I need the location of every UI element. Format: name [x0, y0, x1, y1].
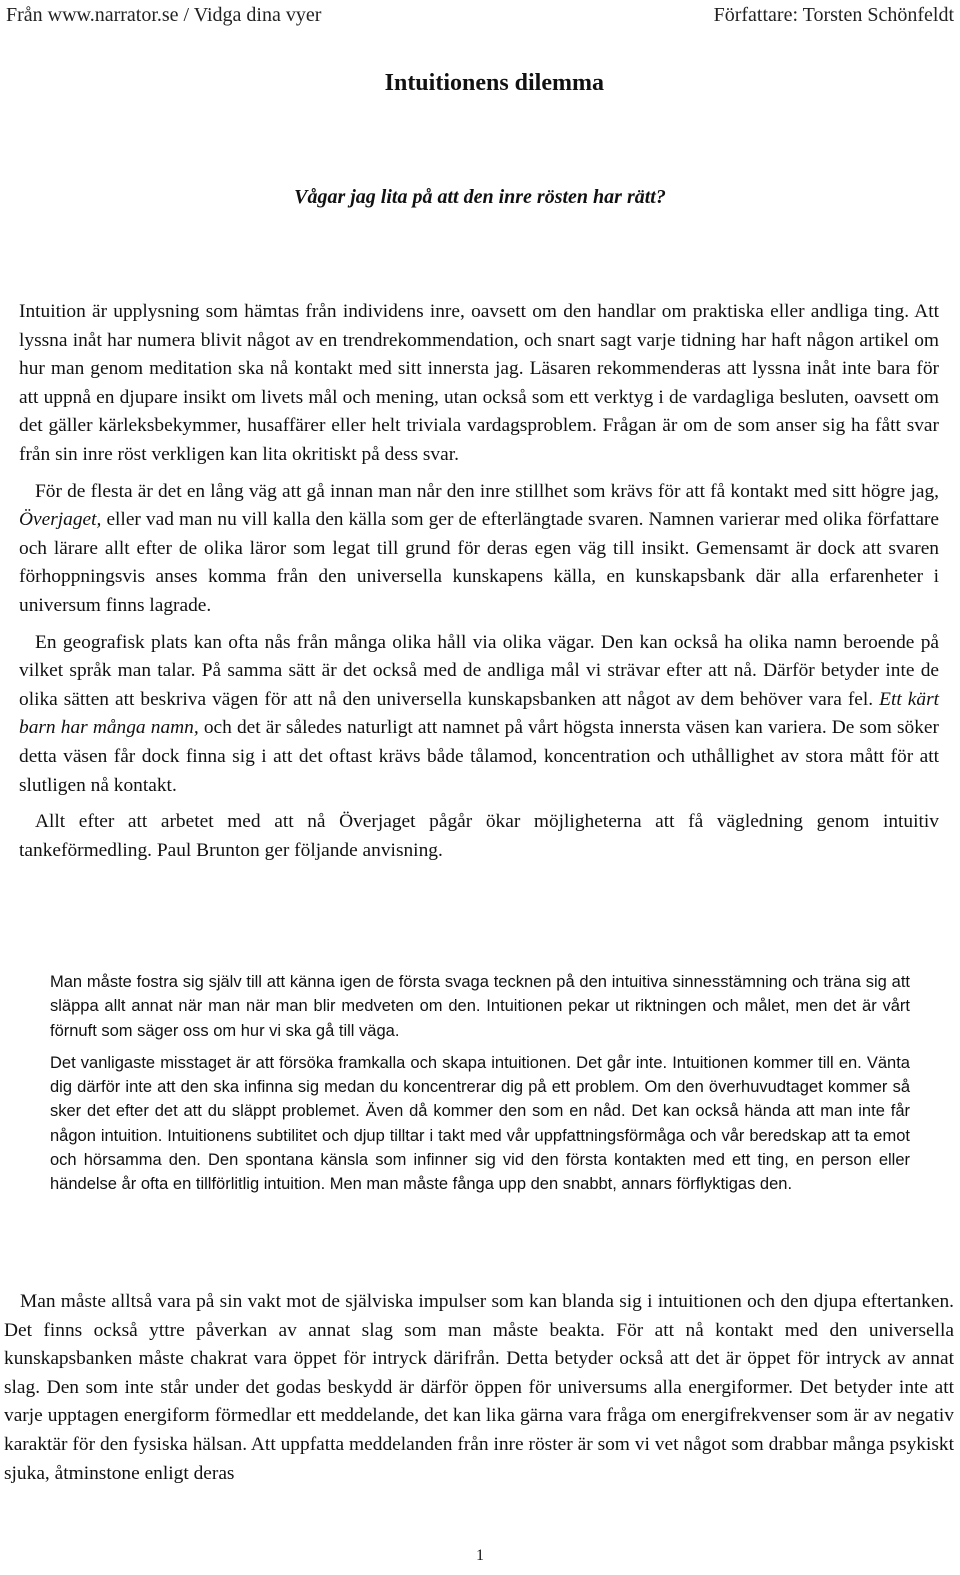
article-title-wrap	[0, 70, 960, 97]
paragraph-2-emphasis: Överjaget,	[19, 509, 102, 531]
paragraph-4: Allt efter att arbetet med att nå Överjaget pågår ökar möjligheterna att få vägledning genom intuitiv tankeförmedling. Paul Brunton ger följande anvisning.	[19, 811, 939, 861]
paragraph-5: Man måste alltså vara på sin vakt mot de själviska impulser som kan blanda sig i intuitionen och den djupa eftertanken. Det finns också yttre påverkan av annat slag som man måste beakta. För att nå kontakt med den universella kunskapsbanken måste chakrat vara öppet för intryck därifrån. Detta betyder också att det är öppet för intryck av annat slag. Den som inte står under det godas beskydd är därför öppen för universums alla energiformer. Det betyder inte att varje upptagen energiform förmedlar ett meddelande, det kan lika gärna vara fråga om energifrekvenser som är av negativ karaktär för den fysiska hälsan. Att uppfatta meddelanden från inre röster är som vi vet något som drabbar många psykiskt sjuka, åtminstone enligt deras	[4, 1291, 954, 1484]
article-body-continued	[4, 1288, 954, 1488]
article-subtitle: Vågar jag lita på att den inre rösten har rätt?	[294, 186, 666, 208]
paragraph-1: Intuition är upplysning som hämtas från individens inre, oavsett om den handlar om praktiska eller andliga ting. Att lyssna inåt har numera blivit något av en trendrekommendation, och snart sagt varje tidning har haft någon artikel om hur man genom meditation ska nå kontakt med sitt innersta jag. Läsaren rekommenderas att lyssna inåt inte bara för att uppnå en djupare insikt om livets mål och mening, utan också som ett verktyg i de vardagliga besluten, oavsett om det gäller kärleksbekymmer, husaffärer eller helt triviala vardagsproblem. Frågan är om de som anser sig ha fått svar från sin inre röst verkligen kan lita okritiskt på dess svar.	[19, 301, 939, 465]
paragraph-2	[19, 478, 939, 621]
quote-paragraph-2: Det vanligaste misstaget är att försöka framkalla och skapa intuitionen. Det går inte. Intuitionen kommer till en. Vänta dig därför inte att den ska infinna sig medan du koncentrerar dig på ett problem. Om den överhuvudtaget kommer så sker det efter det att du släppt problemet. Även då kommer den som en nåd. Det kan också hända att man inte får någon intuition. Intuitionens subtilitet och djup tilltar i takt med vår uppfattningsförmåga och vår beredskap att ta emot och hörsamma den. Den spontana känsla som infinner sig vid den första kontakten med ett ting, en person eller händelse år ofta en tillförlitlig intuition. Men man måste fånga upp den snabbt, annars förflyktigas den.	[50, 1053, 910, 1194]
page-number: 1	[476, 1547, 484, 1564]
article-body	[19, 298, 939, 873]
header-author: Författare: Torsten Schönfeldt	[713, 3, 954, 26]
article-title: Intuitionens dilemma	[384, 70, 604, 96]
paragraph-2-text-a: För de flesta är det en lång väg att gå innan man når den inre stillhet som krävs för att få kontakt med sitt högre jag,	[35, 480, 939, 502]
page-header	[6, 0, 954, 30]
paragraph-3-text-a: En geografisk plats kan ofta nås från många olika håll via olika vägar. Den kan också ha olika namn beroende på vilket språk man talar. På samma sätt är det också med de andliga mål vi strävar efter att nå. Därför betyder inte de olika sätten att beskriva vägen för att nå den universella kunskapsbanken att något av dem behöver vara fel.	[19, 631, 939, 710]
block-quote	[50, 970, 910, 1205]
quote-paragraph-1: Man måste fostra sig själv till att känna igen de första svaga tecknen på den intuitiva sinnesstämning och träna sig att släppa allt annat när man när man blir medveten om den. Intuitionen pekar ut riktningen och målet, men det är vårt förnuft som säger oss om hur vi ska gå till väga.	[50, 973, 910, 1040]
paragraph-3-emphasis: Ett kärt barn har många namn,	[19, 688, 940, 739]
paragraph-2-text-b: eller vad man nu vill kalla den källa som ger de efterlängtade svaren. Namnen varierar med olika författare och lärare allt efter de olika läror som legat till grund för deras egen väg till insikt. Gemensamt är dock att svaren förhoppningsvis anses komma från den universella kunskapens källa, en kunskapsbank där alla erfarenheter i universum finns lagrade.	[19, 509, 939, 616]
paragraph-3	[19, 629, 939, 801]
paragraph-3-text-b: och det är således naturligt att namnet på vårt högsta innersta väsen kan variera. De som söker detta väsen får dock finna sig i att det oftast krävs både tålamod, koncentration och uthållighet av stora mått för att slutligen nå kontakt.	[19, 717, 939, 796]
header-source: Från www.narrator.se / Vidga dina vyer	[6, 3, 322, 26]
